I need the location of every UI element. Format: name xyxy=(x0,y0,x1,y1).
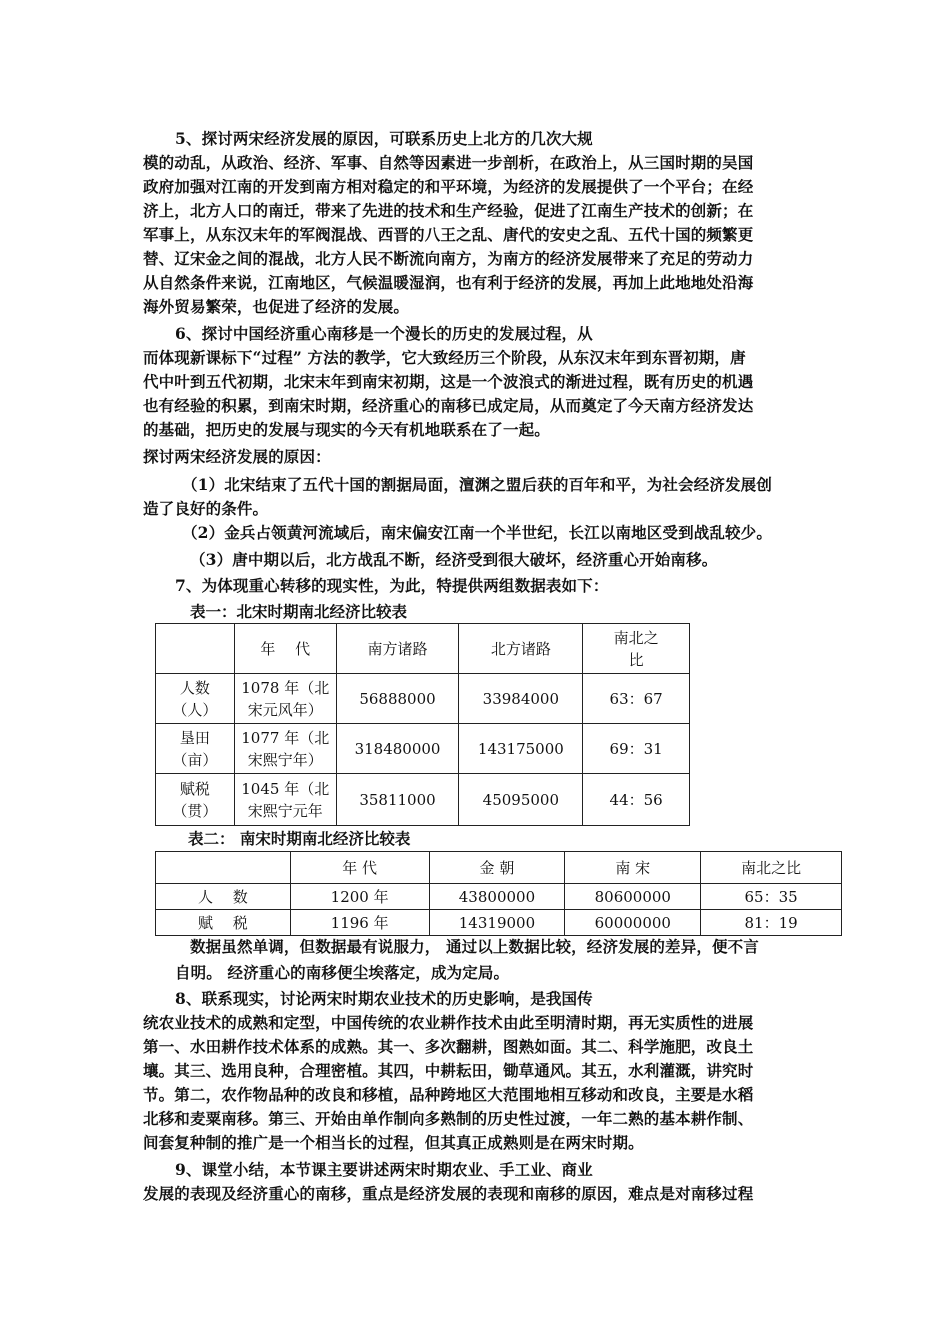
reasons-heading: 探讨两宋经济发展的原因： xyxy=(143,447,331,466)
table2-header-row xyxy=(156,852,842,884)
table1-row-north: 143175000 xyxy=(459,724,583,774)
p5-line-1: 5、探讨两宋经济发展的原因，可联系历史上北方的几次大规 xyxy=(175,129,593,148)
table2-row-ratio: 65：35 xyxy=(701,884,842,910)
table1-row-south: 35811000 xyxy=(336,774,459,826)
table2 xyxy=(155,851,842,936)
table1-row-label: 人数 （人） xyxy=(156,674,235,724)
table2-header-song: 南 宋 xyxy=(565,852,701,884)
reason-1-line-1: （1）北宋结束了五代十国的割据局面，澶渊之盟后获的百年和平，为社会经济发展创 xyxy=(182,475,772,494)
table2-header-ratio: 南北之比 xyxy=(701,852,842,884)
table1-row-year: 1078 年（北 宋元风年） xyxy=(234,674,336,724)
p8-line-7: 间套复种制的推广是一个相当长的过程，但其真正成熟则是在两宋时期。 xyxy=(143,1133,644,1152)
reason-2: （2）金兵占领黄河流域后，南宋偏安江南一个半世纪，长江以南地区受到战乱较少。 xyxy=(182,523,772,542)
p8-line-5: 节。第二，农作物品种的改良和移植，品种跨地区大范围地相互移动和改良，主要是水稻 xyxy=(143,1085,754,1104)
table1-header-corner xyxy=(156,624,235,674)
table2-row-ratio: 81：19 xyxy=(701,910,842,936)
p6-line-3: 代中叶到五代初期，北宋末年到南宋初期，这是一个波浪式的渐进过程，既有历史的机遇 xyxy=(143,372,754,391)
table1-header-ratio: 南北之 比 xyxy=(583,624,690,674)
p5-line-6: 替、辽宋金之间的混战，北方人民不断流向南方，为南方的经济发展带来了充足的劳动力 xyxy=(143,249,754,268)
table-row xyxy=(156,884,842,910)
p6-line-5: 的基础，把历史的发展与现实的今天有机地联系在了一起。 xyxy=(143,420,550,439)
table1-row-label: 垦田 （亩） xyxy=(156,724,235,774)
p8-line-4: 壤。其三、选用良种，合理密植。其四，中耕耘田，锄草通风。其五，水利灌溉，讲究时 xyxy=(143,1061,754,1080)
p8-line-3: 第一、水田耕作技术体系的成熟。其一、多次翻耕，图熟如面。其二、科学施肥，改良土 xyxy=(143,1037,754,1056)
p8-line-6: 北移和麦粟南移。第三、开始由单作制向多熟制的历史性过渡，一年二熟的基本耕作制、 xyxy=(143,1109,754,1128)
table2-row-year: 1200 年 xyxy=(290,884,429,910)
p5-line-7: 从自然条件来说，江南地区，气候温暖湿润，也有利于经济的发展，再加上此地地处沿海 xyxy=(143,273,754,292)
table-row xyxy=(156,910,842,936)
p5-line-8: 海外贸易繁荣，也促进了经济的发展。 xyxy=(143,297,410,316)
table2-row-jin: 14319000 xyxy=(429,910,565,936)
table1-header-row xyxy=(156,624,690,674)
table2-row-label: 人 数 xyxy=(156,884,291,910)
table1-row-north: 33984000 xyxy=(459,674,583,724)
p6-line-1: 6、探讨中国经济重心南移是一个漫长的历史的发展过程，从 xyxy=(175,324,593,343)
table1-row-ratio: 69：31 xyxy=(583,724,690,774)
conclusion-line-1: 数据虽然单调，但数据最有说服力， 通过以上数据比较，经济发展的差异，便不言 xyxy=(190,937,759,956)
table1-row-south: 56888000 xyxy=(336,674,459,724)
table2-row-song: 60000000 xyxy=(565,910,701,936)
table1-row-ratio: 63：67 xyxy=(583,674,690,724)
p5-line-5: 军事上，从东汉末年的军阀混战、西晋的八王之乱、唐代的安史之乱、五代十国的频繁更 xyxy=(143,225,754,244)
table2-header-corner xyxy=(156,852,291,884)
p7-line: 7、为体现重心转移的现实性，为此，特提供两组数据表如下： xyxy=(175,576,609,595)
p5-line-4: 济上，北方人口的南迁，带来了先进的技术和生产经验，促进了江南生产技术的创新；在 xyxy=(143,201,754,220)
table1-row-south: 318480000 xyxy=(336,724,459,774)
table2-row-jin: 43800000 xyxy=(429,884,565,910)
table1-row-north: 45095000 xyxy=(459,774,583,826)
reason-1-line-2: 造了良好的条件。 xyxy=(143,499,269,518)
p9-line-1: 9、课堂小结，本节课主要讲述两宋时期农业、手工业、商业 xyxy=(175,1160,593,1179)
p9-line-2: 发展的表现及经济重心的南移，重点是经济发展的表现和南移的原因，难点是对南移过程 xyxy=(143,1184,754,1203)
table2-row-song: 80600000 xyxy=(565,884,701,910)
table-row xyxy=(156,674,690,724)
p5-line-2: 模的动乱，从政治、经济、军事、自然等因素进一步剖析，在政治上，从三国时期的吴国 xyxy=(143,153,754,172)
table2-header-jin: 金 朝 xyxy=(429,852,565,884)
table1-row-year: 1045 年（北 宋熙宁元年 xyxy=(234,774,336,826)
table2-row-label: 赋 税 xyxy=(156,910,291,936)
table1 xyxy=(155,623,690,826)
conclusion-line-2: 自明。 经济重心的南移便尘埃落定，成为定局。 xyxy=(175,963,510,982)
p8-line-1: 8、联系现实，讨论两宋时期农业技术的历史影响，是我国传 xyxy=(175,989,593,1008)
table1-header-year: 年 代 xyxy=(234,624,336,674)
p8-line-2: 统农业技术的成熟和定型，中国传统的农业耕作技术由此至明清时期，再无实质性的进展 xyxy=(143,1013,754,1032)
reason-3: （3）唐中期以后，北方战乱不断，经济受到很大破坏，经济重心开始南移。 xyxy=(190,550,718,569)
table-row xyxy=(156,724,690,774)
p6-line-2: 而体现新课标下“过程” 方法的教学，它大致经历三个阶段，从东汉末年到东晋初期，唐 xyxy=(143,348,746,367)
table1-caption: 表一：北宋时期南北经济比较表 xyxy=(190,602,408,621)
table2-header-year: 年 代 xyxy=(290,852,429,884)
table-row xyxy=(156,774,690,826)
table1-row-ratio: 44：56 xyxy=(583,774,690,826)
table1-header-south: 南方诸路 xyxy=(336,624,459,674)
table1-row-label: 赋税 （贯） xyxy=(156,774,235,826)
table2-caption: 表二： 南宋时期南北经济比较表 xyxy=(188,829,411,848)
p6-line-4: 也有经验的积累，到南宋时期，经济重心的南移已成定局，从而奠定了今天南方经济发达 xyxy=(143,396,754,415)
table1-row-year: 1077 年（北 宋熙宁年） xyxy=(234,724,336,774)
table1-header-north: 北方诸路 xyxy=(459,624,583,674)
p5-line-3: 政府加强对江南的开发到南方相对稳定的和平环境，为经济的发展提供了一个平台；在经 xyxy=(143,177,754,196)
table2-row-year: 1196 年 xyxy=(290,910,429,936)
